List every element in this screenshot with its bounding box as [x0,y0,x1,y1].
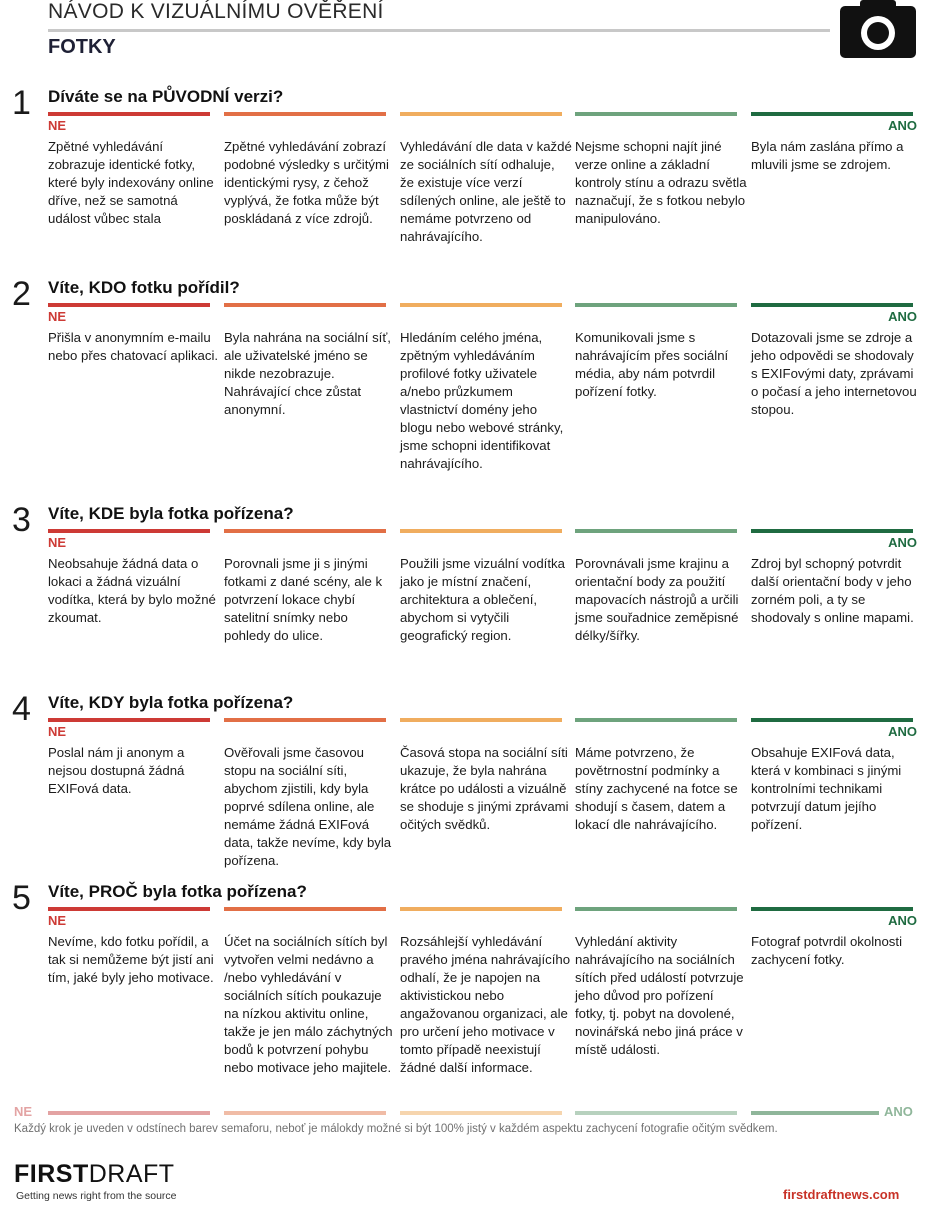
evidence-cell-2: Zpětné vyhledávání zobrazí podobné výsledky s určitými identickými rysy, z čehož vyplývá, že fotka může být poskládaná z více zdrojů. [224,139,389,226]
evidence-cell-2: Byla nahrána na sociální síť, ale uživatelské jméno se nikde nezobrazuje. Nahrávající chce zůstat anonymní. [224,330,391,417]
confidence-bar-1 [48,112,210,116]
evidence-cell-3: Vyhledávání dle data v každé ze sociálních sítí odhaluje, že existuje více verzí sdílených online, ale ještě to nemáme potvrzeno od nahrávajícího. [400,139,572,244]
section-question: Díváte se na PŮVODNÍ verzi? [48,87,284,106]
confidence-bar-4 [575,718,737,722]
evidence-cell-4: Máme potvrzeno, že povětrnostní podmínky a stíny zachycené na fotce se shodují s časem, datem a lokací dle nahrávajícího. [575,745,738,832]
evidence-cell-3: Použili jsme vizuální vodítka jako je místní značení, architektura a oblečení, abychom si vytyčili geografický region. [400,556,565,643]
footnote: Každý krok je uveden v odstínech barev semaforu, neboť je málokdy možné si být 100% jistý v každém aspektu zachycení fotografie očitým svědkem. [14,1123,778,1135]
confidence-bar-5 [751,718,913,722]
section-number: 4 [12,690,31,728]
confidence-bar-1 [48,529,210,533]
evidence-cell-4: Komunikovali jsme s nahrávajícím přes sociální média, aby nám potvrdil pořízení fotky. [575,330,729,399]
evidence-cell-1: Přišla v anonymním e-mailu nebo přes chatovací aplikaci. [48,330,219,363]
confidence-bar-3 [400,303,562,307]
confidence-bar-1 [48,907,210,911]
confidence-bar-2 [224,529,386,533]
evidence-cell-5: Byla nám zaslána přímo a mluvili jsme se zdrojem. [751,139,904,172]
section-question: Víte, KDE byla fotka pořízena? [48,504,294,523]
confidence-bar-5 [751,112,913,116]
confidence-bar-1 [48,718,210,722]
ano-label: ANO [888,309,917,324]
confidence-bar-3 [400,112,562,116]
evidence-cell-3: Hledáním celého jména, zpětným vyhledáváním profilové fotky uživatele a/nebo průzkumem vlastnictví domény jeho blogu nebo webové stránky, jsme schopni identifikovat nahrávajícího. [400,330,564,471]
section-question: Víte, PROČ byla fotka pořízena? [48,882,307,901]
evidence-cell-5: Dotazovali jsme se zdroje a jeho odpovědi se shodovaly s EXIFovými daty, zprávami o počasí a jeho internetovou stopou. [751,330,917,417]
page-subtitle: FOTKY [48,36,116,58]
evidence-cell-3: Časová stopa na sociální síti ukazuje, že byla nahrána krátce po události a vizuálně se shoduje s jinými zprávami očitých svědků. [400,745,569,832]
confidence-bar-2 [224,112,386,116]
confidence-bar-2 [224,718,386,722]
ano-label: ANO [888,118,917,133]
evidence-cell-1: Zpětné vyhledávání zobrazuje identické fotky, které byly indexovány online dříve, než se samotná událost vůbec stala [48,139,214,226]
ne-label: NE [48,535,67,550]
confidence-bar-4 [575,529,737,533]
evidence-cell-5: Zdroj byl schopný potvrdit další orientační body v jeho zorném poli, a ty se shodovaly s online mapami. [751,556,914,625]
ne-label: NE [48,913,67,928]
ano-label: ANO [888,724,917,739]
legend-bar-1 [48,1111,210,1115]
legend-bar-4 [575,1111,737,1115]
confidence-bar-2 [224,303,386,307]
confidence-bar-5 [751,907,913,911]
evidence-cell-4: Vyhledání aktivity nahrávajícího na sociálních sítích před událostí potvrzuje jeho důvod pro pořízení fotky, tj. pobyt na dovolené, novinářská nebo jiná práce v místě události. [575,934,744,1057]
section-number: 3 [12,501,31,539]
confidence-bar-2 [224,907,386,911]
legend-bar-5 [751,1111,879,1115]
evidence-cell-3: Rozsáhlejší vyhledávání pravého jména nahrávajícího odhalí, že je napojen na aktivistickou nebo angažovanou organizaci, ale pro určení jeho motivace v tomto případě neexistují žádné další informace. [400,934,571,1075]
ano-label: ANO [888,535,917,550]
section-number: 2 [12,275,31,313]
legend-bar-3 [400,1111,562,1115]
confidence-bar-4 [575,907,737,911]
logo-light-part: DRAFT [88,1160,175,1188]
evidence-cell-2: Ověřovali jsme časovou stopu na sociální síti, abychom zjistili, kdy byla poprvé sdílena online, ale nemáme žádná EXIFová data, takže nevíme, kdy byla pořízena. [224,745,392,868]
ne-label: NE [48,309,67,324]
ano-label: ANO [888,913,917,928]
website-link[interactable]: firstdraftnews.com [783,1187,900,1202]
evidence-cell-4: Nejsme schopni najít jiné verze online a základní kontroly stínu a odrazu světla naznačují, že s fotkou nebylo manipulováno. [575,139,747,226]
section-question: Víte, KDO fotku pořídil? [48,278,240,297]
confidence-bar-4 [575,112,737,116]
confidence-bar-5 [751,303,913,307]
camera-icon [840,0,916,58]
section-question: Víte, KDY byla fotka pořízena? [48,693,294,712]
confidence-bar-3 [400,907,562,911]
confidence-bar-3 [400,718,562,722]
evidence-cell-1: Poslal nám ji anonym a nejsou dostupná žádná EXIFová data. [48,745,185,796]
ne-label: NE [48,724,67,739]
evidence-cell-2: Porovnali jsme ji s jinými fotkami z dané scény, ale k potvrzení lokace chybí satelitní snímky nebo pohledy do ulice. [224,556,383,643]
ne-label: NE [48,118,67,133]
section-number: 1 [12,84,31,122]
title-divider [48,29,830,32]
scale-ne-label: NE [14,1104,33,1119]
confidence-bar-5 [751,529,913,533]
page-title: NÁVOD K VIZUÁLNÍMU OVĚŘENÍ [48,0,384,23]
logo-bold-part: FIRST [14,1160,89,1188]
legend-bar-2 [224,1111,386,1115]
evidence-cell-4: Porovnávali jsme krajinu a orientační body za použití mapovacích nástrojů a určili jsme souřadnice zeměpisné délky/šířky. [575,556,739,643]
confidence-bar-1 [48,303,210,307]
confidence-bar-4 [575,303,737,307]
evidence-cell-2: Účet na sociálních sítích byl vytvořen velmi nedávno a /nebo vyhledávání v sociálních sítích poukazuje na nízkou aktivitu online, takže je jen málo záchytných bodů k potvrzení pohybu nebo motivace jeho majitele. [224,934,393,1075]
section-number: 5 [12,879,31,917]
evidence-cell-5: Obsahuje EXIFová data, která v kombinaci s jinými kontrolními technikami potvrzují datum jejího pořízení. [751,745,902,832]
tagline: Getting news right from the source [16,1190,177,1202]
evidence-cell-5: Fotograf potvrdil okolnosti zachycení fotky. [751,934,902,967]
scale-ano-label: ANO [884,1104,913,1119]
confidence-bar-3 [400,529,562,533]
firstdraft-logo [14,1161,175,1187]
evidence-cell-1: Nevíme, kdo fotku pořídil, a tak si nemůžeme být jistí ani tím, jaké byly jeho motivace. [48,934,214,985]
evidence-cell-1: Neobsahuje žádná data o lokaci a žádná vizuální vodítka, která by bylo možné zkoumat. [48,556,216,625]
